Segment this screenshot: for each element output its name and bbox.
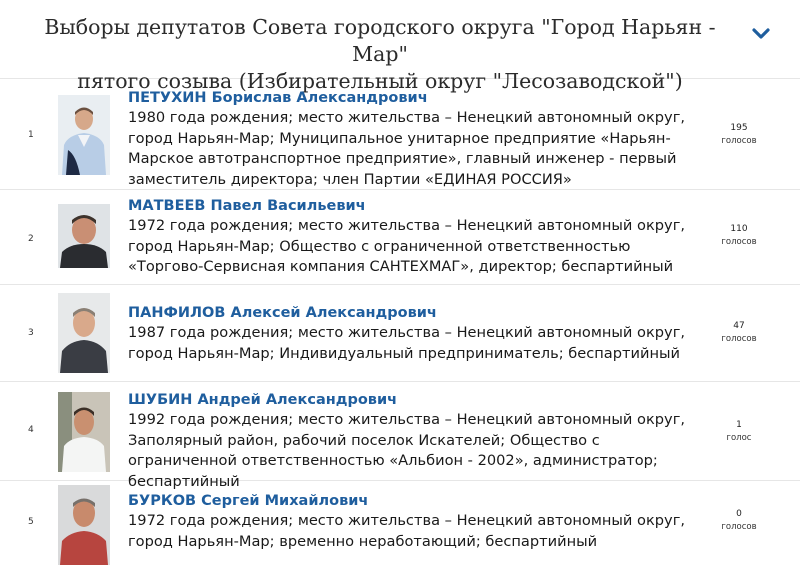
vote-unit: голосов (721, 334, 757, 344)
candidate-info (128, 304, 708, 364)
candidate-row (0, 285, 800, 382)
vote-unit: голос (726, 433, 752, 443)
candidate-rank: 5 (28, 517, 34, 527)
vote-number: 1 (736, 420, 742, 430)
vote-unit: голосов (721, 522, 757, 532)
vote-count (712, 419, 766, 445)
vote-count (712, 508, 766, 534)
candidate-rank: 2 (28, 234, 34, 244)
candidate-bio: 1987 года рождения; место жительства – Ненецкий автономный округ, город Нарьян-Мар; Индивидуальный предприниматель; беспартийный (128, 324, 685, 362)
candidate-photo (58, 204, 110, 268)
vote-number: 110 (730, 224, 748, 234)
candidate-info (128, 197, 708, 278)
title-line-2: пятого созыва (Избирательный округ "Лесозаводской") (77, 69, 683, 93)
vote-number: 195 (730, 123, 748, 133)
candidate-photo (58, 293, 110, 373)
candidate-rank: 1 (28, 130, 34, 140)
candidate-rank: 4 (28, 425, 34, 435)
vote-unit: голосов (721, 237, 757, 247)
candidate-info (128, 89, 708, 190)
chevron-down-icon[interactable] (750, 26, 772, 42)
vote-unit: голосов (721, 136, 757, 146)
vote-number: 0 (736, 509, 742, 519)
vote-number: 47 (733, 321, 745, 331)
vote-count (712, 122, 766, 148)
candidate-row (0, 79, 800, 190)
vote-count (712, 223, 766, 249)
vote-count (712, 320, 766, 346)
candidate-photo (58, 392, 110, 472)
candidate-name-link[interactable]: БУРКОВ Сергей Михайлович (128, 493, 369, 509)
results-header (0, 0, 800, 93)
candidate-row (0, 190, 800, 285)
candidate-bio: 1972 года рождения; место жительства – Ненецкий автономный округ, город Нарьян-Мар; временно неработающий; беспартийный (128, 512, 685, 550)
candidates-list (0, 79, 800, 581)
candidate-photo (58, 95, 110, 175)
candidate-info (128, 391, 708, 492)
candidate-photo (58, 485, 110, 565)
candidate-bio: 1992 года рождения; место жительства – Ненецкий автономный округ, Заполярный район, рабочий поселок Искателей; Общество с ограниченной ответственностью «Альбион - 2002», администратор; беспартийный (128, 411, 685, 490)
title-line-1: Выборы депутатов Совета городского округа "Город Нарьян - Мар" (44, 15, 716, 66)
candidate-name-link[interactable]: ШУБИН Андрей Александрович (128, 392, 398, 408)
candidate-name-link[interactable]: ПАНФИЛОВ Алексей Александрович (128, 305, 437, 321)
candidate-name-link[interactable]: ПЕТУХИН Борислав Александрович (128, 90, 428, 106)
candidate-name-link[interactable]: МАТВЕЕВ Павел Васильевич (128, 198, 366, 214)
candidate-row (0, 481, 800, 581)
candidate-info (128, 492, 708, 552)
candidate-rank: 3 (28, 328, 34, 338)
candidate-bio: 1980 года рождения; место жительства – Ненецкий автономный округ, город Нарьян-Мар; Муниципальное унитарное предприятие «Нарьян-Марское автотранспортное предприятие», главный инженер - первый заместитель директора; член Партии «ЕДИНАЯ РОССИЯ» (128, 109, 685, 188)
candidate-bio: 1972 года рождения; место жительства – Ненецкий автономный округ, город Нарьян-Мар; Общество с ограниченной ответственностью «Торгово-Сервисная компания САНТЕХМАГ», директор; беспартийный (128, 217, 685, 275)
candidate-row (0, 382, 800, 490)
